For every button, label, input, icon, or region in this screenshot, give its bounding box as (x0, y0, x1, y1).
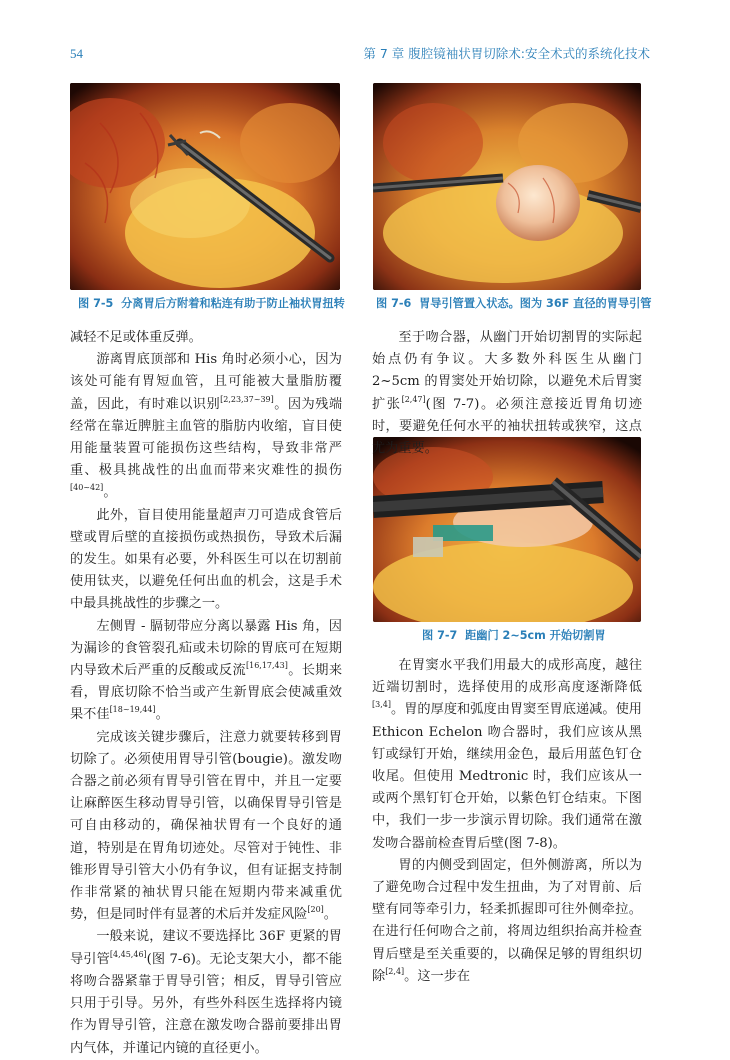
paragraph: 减轻不足或体重反弹。 (70, 330, 202, 345)
figure-7-7-text: 距幽门 2~5cm 开始切割胃 (465, 629, 606, 642)
citation: [16,17,43] (245, 661, 288, 671)
figure-7-5-image (70, 83, 340, 290)
paragraph: 左侧胃 - 膈韧带应分离以暴露 His 角，因为漏诊的食管裂孔疝或未切除的胃底可在短期内导致术后严重的反酸或反流[16,17,43]。长期来看，胃底切除不恰当或产生新胃底会使减重效果不佳[18~19,44]。 (70, 618, 343, 723)
page-number: 54 (70, 46, 83, 61)
citation: [3,4] (372, 700, 391, 710)
citation: [2,23,37~39] (220, 394, 274, 404)
figure-7-6-caption (376, 295, 651, 311)
paragraph: 完成该关键步骤后，注意力就要转移到胃切除了。必须使用胃导引管(bougie)。激发吻合器之前必须有胃导引管在胃中，并且一定要让麻醉医生移动胃导引管，以确保胃导引管是可自由移动的，确保袖状胃有一个良好的通道，特别是在胃角切迹处。尽管对于钝性、非锥形胃导引管大小仍有争议，但有证据支持制作非常紧的袖状胃只能在短期内带来减重优势，但是同时伴有显著的术后并发症风险[20]。 (70, 729, 342, 923)
paragraph: 此外，盲目使用能量超声刀可造成食管后壁或胃后壁的直接损伤或热损伤，导致术后漏的发生。如果有必要，外科医生可以在切割前使用钛夹，以避免任何出血的机会，这是手术中最具挑战性的步骤之一。 (70, 507, 342, 612)
paragraph: 一般来说，建议不要选择比 36F 更紧的胃导引管[4,45,46](图 7-6)。无论支架大小，都不能将吻合器紧靠于胃导引管；相反，胃导引管应只用于引导。另外，有些外科医生选择将内镜作为胃导引管，注意在激发吻合器前要排出胃内气体，并谨记内镜的直径更小。 (70, 929, 343, 1056)
citation: [18~19,44] (109, 705, 156, 715)
citation: [40~42] (70, 483, 104, 493)
right-column-bottom (372, 655, 642, 988)
citation: [4,45,46] (109, 949, 147, 959)
figure-7-6-image (373, 83, 641, 290)
running-title: 第 7 章 腹腔镜袖状胃切除术:安全术式的系统化技术 (363, 46, 650, 61)
figure-7-5-label: 图 7-5 (78, 297, 114, 310)
figure-7-6-label: 图 7-6 (376, 297, 412, 310)
figure-7-5-text: 分离胃后方附着和粘连有助于防止袖状胃扭转 (121, 297, 345, 310)
page-header (0, 0, 730, 70)
figure-7-7-label: 图 7-7 (422, 629, 458, 642)
paragraph: 胃的内侧受到固定，但外侧游离，所以为了避免吻合过程中发生扭曲，为了对胃前、后壁有同等牵引力，轻柔抓握即可往外侧牵拉。在进行任何吻合之前，将周边组织抬高并检查胃后壁是至关重要的，以确保足够的胃组织切除[2,4]。这一步在 (372, 857, 642, 984)
right-column-top (372, 327, 642, 460)
paragraph: 至于吻合器，从幽门开始切割胃的实际起始点仍有争议。大多数外科医生从幽门 2~5cm 的胃窦处开始切除，以避免术后胃窦扩张[2,47](图 7-7)。必须注意接近胃角切迹时，要避免任何水平的袖状扭转或狭窄，这点尤为重要。 (372, 330, 643, 457)
figure-7-6-text: 胃导引管置入状态。图为 36F 直径的胃导引管 (419, 297, 652, 310)
citation: [2,47] (401, 394, 426, 404)
figure-7-7-image (373, 437, 641, 622)
paragraph: 游离胃底顶部和 His 角时必须小心，因为该处可能有胃短血管，且可能被大量脂肪覆盖，因此，有时难以识别[2,23,37~39]。因为残端经常在靠近脾脏主血管的脂肪内收缩，盲目使用能量装置可能损伤这些结构，导致非常严重、极具挑战性的出血而带来灾难性的损伤[40~42]。 (70, 352, 343, 501)
left-column (70, 327, 342, 1060)
paragraph: 在胃窦水平我们用最大的成形高度，越往近端切割时，选择使用的成形高度逐渐降低[3,4]。胃的厚度和弧度由胃窦至胃底递减。使用 Ethicon Echelon 吻合器时，我们应该从黑钉或绿钉开始，继续用金色，最后用蓝色钉仓收尾。但使用 Medtronic 时，我们应该从一或两个黑钉钉仓开始，以紫色钉仓结束。下图中，我们一步一步演示胃切除。我们通常在激发吻合器前检查胃后壁(图 7-8)。 (372, 658, 642, 851)
citation: [2,4] (385, 966, 405, 976)
figure-7-7-caption (422, 627, 606, 643)
citation: [20] (307, 905, 324, 915)
figure-7-5-caption (78, 295, 345, 311)
